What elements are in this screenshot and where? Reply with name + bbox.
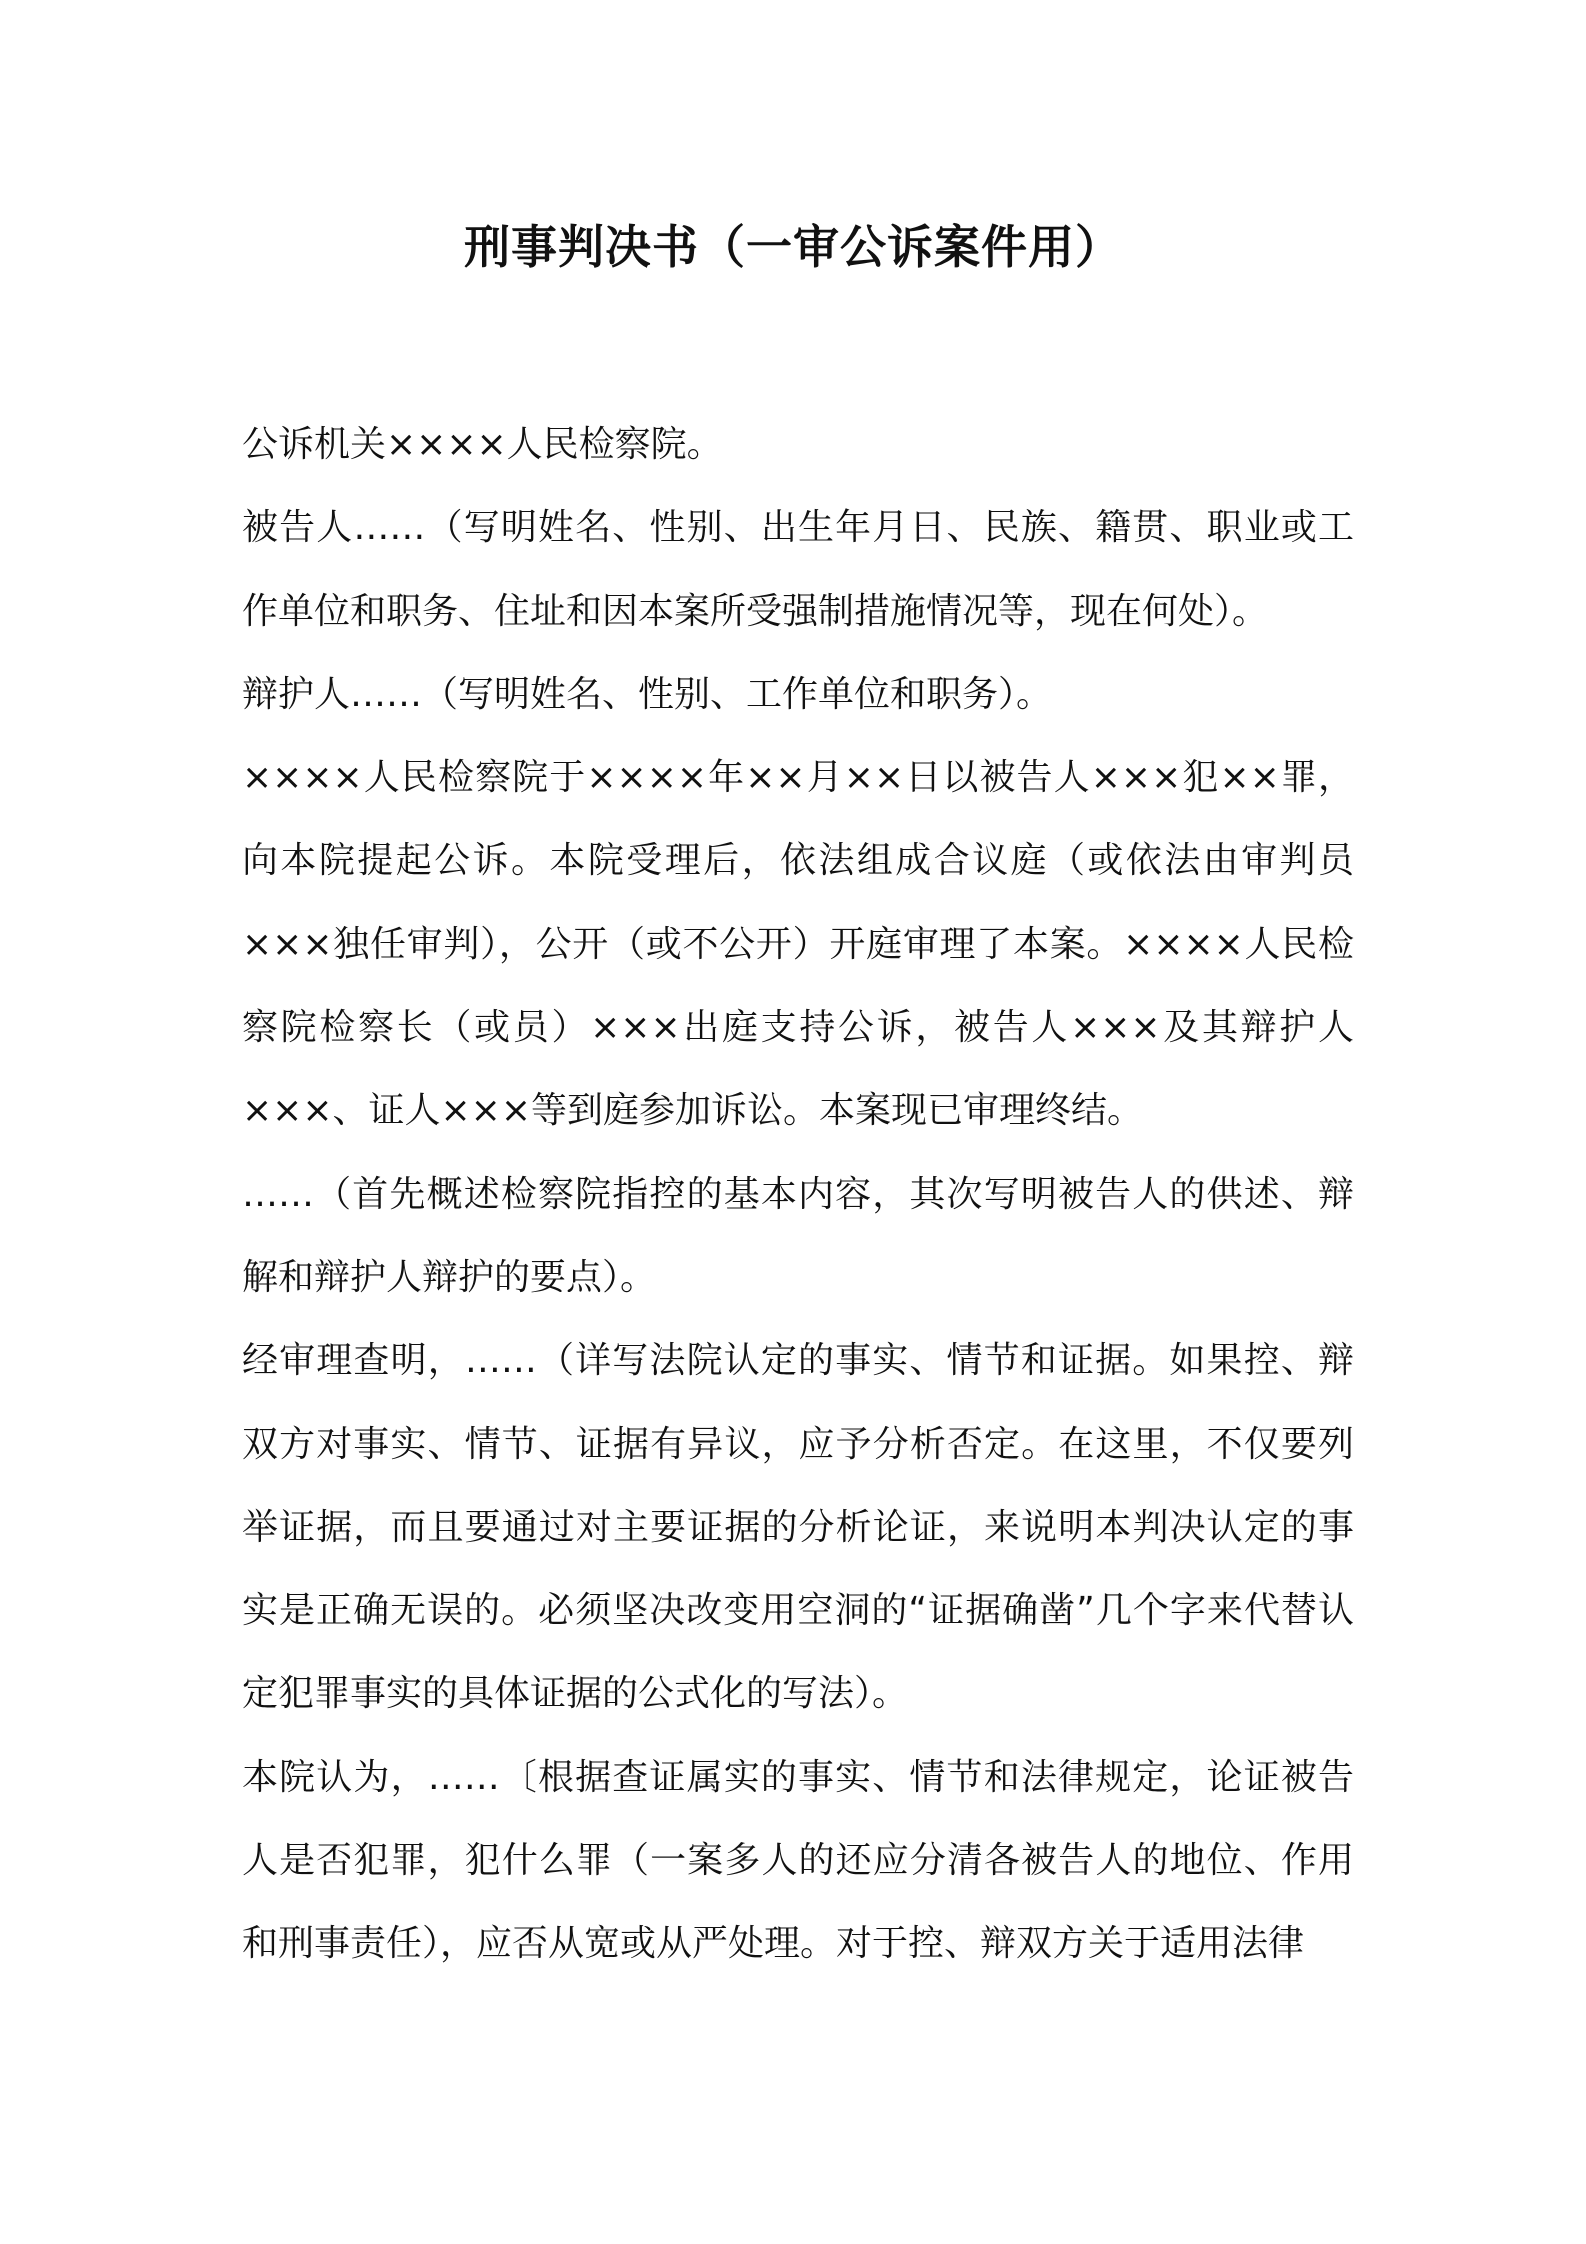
paragraph-prosecutor: 公诉机关××××人民检察院。 bbox=[242, 424, 723, 465]
document-title: 刑事判决书（一审公诉案件用） bbox=[464, 220, 1122, 274]
paragraph-allegations: ……（首先概述检察院指控的基本内容，其次写明被告人的供述、辩解和辩护人辩护的要点）。 bbox=[242, 1173, 1354, 1298]
document-body bbox=[242, 403, 1354, 1986]
paragraph-findings: 经审理查明，……（详写法院认定的事实、情节和证据。如果控、辩双方对事实、情节、证据有异议，应予分析否定。在这里，不仅要列举证据，而且要通过对主要证据的分析论证，来说明本判决认定的事实是正确无误的。必须坚决改变用空洞的“证据确凿”几个字来代替认定犯罪事实的具体证据的公式化的写法）。 bbox=[242, 1340, 1354, 1715]
paragraph-case-summary: ××××人民检察院于××××年××月××日以被告人×××犯××罪，向本院提起公诉。本院受理后，依法组成合议庭（或依法由审判员×××独任审判），公开（或不公开）开庭审理了本案。××××人民检察院检察长（或员）×××出庭支持公诉，被告人×××及其辩护人×××、证人×××等到庭参加诉讼。本案现已审理终结。 bbox=[242, 757, 1354, 1132]
paragraph-defendant: 被告人……（写明姓名、性别、出生年月日、民族、籍贯、职业或工作单位和职务、住址和因本案所受强制措施情况等，现在何处）。 bbox=[242, 507, 1354, 632]
paragraph-court-opinion: 本院认为，……〔根据查证属实的事实、情节和法律规定，论证被告人是否犯罪，犯什么罪（一案多人的还应分清各被告人的地位、作用和刑事责任），应否从宽或从严处理。对于控、辩双方关于适用法律 bbox=[242, 1756, 1354, 1965]
paragraph-defender: 辩护人……（写明姓名、性别、工作单位和职务）。 bbox=[242, 673, 1053, 715]
